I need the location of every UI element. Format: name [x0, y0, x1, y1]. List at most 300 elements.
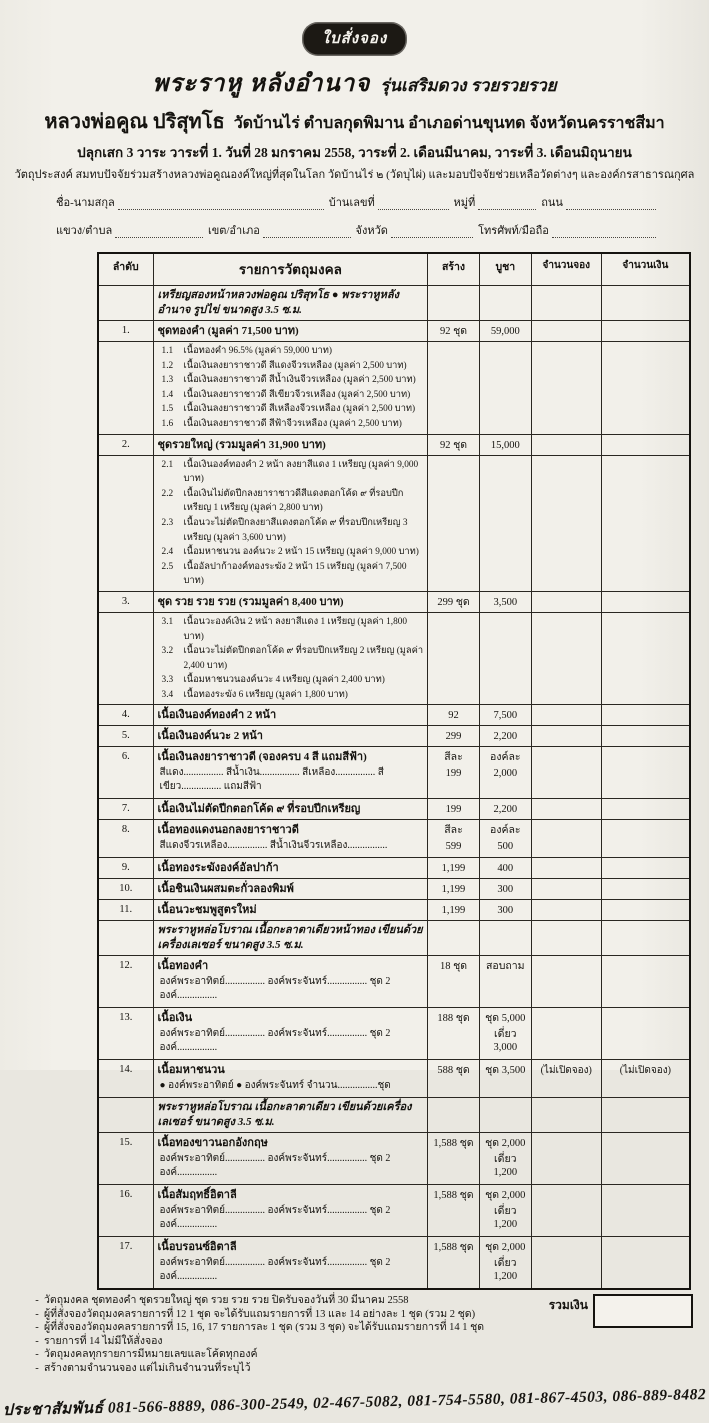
sub-item-text: เนื้อทองคำ 96.5% (มูลค่า 59,000 บาท) — [183, 346, 332, 356]
row-no-cell: 12. — [98, 956, 153, 1008]
note-bullet: - — [35, 1295, 39, 1307]
item-name-cell — [153, 747, 428, 799]
form-field-blank — [118, 199, 324, 210]
order-qty-cell — [531, 705, 601, 726]
sub-item-text: เนื้อนวะไม่ตัดปีกลงยาสีแดงตอกโค้ด ๙ ที่รอบปีกเหรียญ 3 เหรียญ (มูลค่า 3,600 บาท) — [183, 517, 408, 543]
item-name-cell — [153, 434, 428, 455]
form-field-label: แขวง/ตำบล — [56, 225, 113, 237]
made-cell — [428, 1237, 480, 1290]
made-cell — [428, 1185, 480, 1237]
item-row — [98, 726, 690, 747]
sub-item-text: เนื้อนวะองค์เงิน 2 หน้า ลงยาสีแดง 1 เหรียญ (มูลค่า 1,800 บาท) — [183, 616, 408, 642]
made-cell — [428, 1008, 480, 1060]
item-detail-blanks: สีแดงจีวรเหลือง................ สีน้ำเงินจีวรเหลือง................ — [159, 840, 388, 852]
item-name: เนื้อทองขาวนอกอังกฤษ — [157, 1137, 268, 1150]
sub-items-cell — [153, 455, 428, 591]
made-cell — [428, 858, 480, 879]
item-detail-blanks: องค์พระอาทิตย์................ องค์พระจันทร์................ ชุด 2 องค์................ — [159, 976, 391, 1002]
made-cell — [428, 705, 480, 726]
item-name: เนื้อสัมฤทธิ์อิตาลี — [157, 1189, 237, 1202]
form-field-blank — [391, 227, 473, 238]
sub-item-number: 2.5 — [161, 561, 174, 572]
order-qty-cell — [531, 1098, 601, 1133]
price-cell-line: เดี่ยว 1,200 — [493, 1205, 518, 1231]
note-text: ผู้ที่สั่งจองวัตถุมงคลรายการที่ 15, 16, 17 รายการละ 1 ชุด (รวม 3 ชุด) จะได้รับแถมรายการที่ 14 1 ชุด — [44, 1322, 485, 1334]
price-cell — [479, 286, 531, 321]
amount-cell — [601, 434, 690, 455]
form-field-label: ถนน — [541, 197, 563, 209]
sub-item-line — [158, 417, 424, 432]
amount-cell — [601, 455, 690, 591]
row-no-cell: 9. — [98, 858, 153, 879]
price-cell-line: องค์ละ — [490, 825, 521, 837]
sub-item-number: 1.4 — [161, 389, 174, 400]
price-cell-line: 300 — [497, 905, 514, 917]
item-row — [98, 747, 690, 799]
price-cell-line: สอบถาม — [486, 961, 525, 973]
item-name-cell — [153, 705, 428, 726]
sub-item-number: 2.2 — [161, 488, 174, 499]
made-cell-line: 92 — [448, 710, 459, 722]
note-item — [30, 1348, 523, 1362]
note-bullet: - — [35, 1349, 39, 1361]
price-cell-line: 400 — [497, 863, 514, 875]
order-qty-cell — [531, 726, 601, 747]
price-cell-line: ชุด 3,500 — [485, 1065, 526, 1077]
table-header-col-amount: จำนวนเงิน — [601, 253, 690, 286]
row-no-cell: 8. — [98, 820, 153, 858]
note-item — [30, 1308, 523, 1322]
item-name: ชุด รวย รวย รวย (รวมมูลค่า 8,400 บาท) — [157, 595, 344, 608]
sub-item-line — [158, 516, 424, 545]
note-bullet: - — [35, 1322, 39, 1334]
price-cell-line: เดี่ยว 1,200 — [493, 1257, 518, 1283]
item-name: เนื้อเงินองค์ทองคำ 2 หน้า — [157, 709, 277, 722]
form-field-blank — [552, 227, 656, 238]
item-detail-blanks: องค์พระอาทิตย์................ องค์พระจันทร์................ ชุด 2 องค์................ — [159, 1153, 391, 1179]
form-line-2 — [56, 221, 661, 240]
price-cell — [479, 455, 531, 591]
order-qty-cell — [531, 321, 601, 342]
price-cell-line: องค์ละ — [490, 752, 521, 764]
sub-item-text: เนื้อเงินลงยาราชาวดี สีเหลืองจีวรเหลือง (มูลค่า 2,500 บาท) — [183, 404, 416, 415]
sub-item-line — [158, 458, 424, 487]
order-qty-cell — [531, 858, 601, 879]
price-cell — [479, 879, 531, 900]
sub-items-cell — [153, 612, 428, 705]
notes-list — [30, 1294, 523, 1375]
item-name-cell — [153, 1060, 428, 1098]
sub-item-line — [158, 344, 424, 359]
row-no-cell: 5. — [98, 726, 153, 747]
order-table — [97, 252, 691, 1290]
order-qty-cell — [531, 286, 601, 321]
amount-cell — [601, 705, 690, 726]
order-qty-cell — [531, 1133, 601, 1185]
amount-cell — [601, 820, 690, 858]
price-cell — [479, 1133, 531, 1185]
sub-item-line — [158, 673, 424, 688]
sub-item-line — [158, 487, 424, 516]
form-field-label: โทรศัพท์/มือถือ — [478, 225, 549, 237]
row-no-cell: 15. — [98, 1133, 153, 1185]
price-cell-line: ชุด 2,000 — [485, 1190, 526, 1202]
made-cell-line: 199 — [445, 767, 462, 779]
ceremony-line: ปลุกเสก 3 วาระ วาระที่ 1. วันที่ 28 มกราคม 2558, วาระที่ 2. เดือนมีนาคม, วาระที่ 3. เดือนมิถุนายน — [77, 145, 632, 160]
row-no-cell: 2. — [98, 434, 153, 455]
price-cell-line: ชุด 2,000 — [485, 1138, 526, 1150]
sub-item-number: 1.5 — [161, 404, 174, 415]
amount-cell — [601, 799, 690, 820]
row-no-cell — [98, 455, 153, 591]
price-cell — [479, 900, 531, 921]
sub-items-cell — [153, 342, 428, 435]
sub-item-text: เนื้อมหาชนวน องค์นวะ 2 หน้า 15 เหรียญ (มูลค่า 9,000 บาท) — [183, 547, 419, 558]
item-name-cell — [153, 900, 428, 921]
total-row — [523, 1294, 693, 1375]
contact-phones: ประชาสัมพันธ์ 081-566-8889, 086-300-2549, 02-467-5082, 081-754-5580, 081-867-4503, 086-889-8482 — [2, 1386, 707, 1420]
item-detail-blanks: องค์พระอาทิตย์................ องค์พระจันทร์................ ชุด 2 องค์................ — [159, 1028, 391, 1054]
sub-items-row — [98, 455, 690, 591]
made-cell-line: 299 — [445, 731, 462, 743]
item-row — [98, 820, 690, 858]
page-title — [0, 63, 709, 102]
price-cell — [479, 799, 531, 820]
row-no-cell — [98, 921, 153, 956]
form-field-blank — [115, 227, 203, 238]
item-name: เนื้อมหาชนวน — [157, 1064, 225, 1077]
price-cell-line: 300 — [497, 884, 514, 896]
price-cell — [479, 921, 531, 956]
sub-item-text: เนื้อเงินลงยาราชาวดี สีเขียวจีวรเหลือง (มูลค่า 2,500 บาท) — [183, 389, 411, 400]
item-row — [98, 1237, 690, 1290]
price-cell-line: ชุด 2,000 — [485, 1242, 526, 1254]
price-cell — [479, 705, 531, 726]
amount-cell — [601, 858, 690, 879]
form-line-1 — [56, 193, 661, 212]
amount-cell — [601, 921, 690, 956]
price-cell-line: เดี่ยว 3,000 — [493, 1028, 518, 1054]
price-cell — [479, 1008, 531, 1060]
note-text: สร้างตามจำนวนจอง แต่ไม่เกินจำนวนที่ระบุไว้ — [44, 1362, 251, 1374]
item-row — [98, 1133, 690, 1185]
section-title-cell: พระราหูหล่อโบราณ เนื้อกะลาตาเดียวหน้าทอง เขียนด้วยเครื่องเลเซอร์ ขนาดสูง 3.5 ซ.ม. — [153, 921, 428, 956]
sub-item-text: เนื้อเงินองค์ทองคำ 2 หน้า ลงยาสีแดง 1 เหรียญ (มูลค่า 9,000 บาท) — [183, 459, 419, 485]
price-cell-line: 2,200 — [493, 731, 518, 743]
made-cell-line: 1,199 — [441, 884, 466, 896]
price-cell — [479, 612, 531, 705]
made-cell-line: 599 — [445, 840, 462, 852]
made-cell — [428, 1133, 480, 1185]
sub-item-line — [158, 644, 424, 673]
amount-cell — [601, 612, 690, 705]
monk-name: หลวงพ่อคูณ ปริสุทโธ — [44, 111, 225, 133]
note-bullet: - — [35, 1308, 39, 1320]
sub-item-line — [158, 373, 424, 388]
price-cell — [479, 858, 531, 879]
order-qty-cell — [531, 879, 601, 900]
amount-cell — [601, 900, 690, 921]
item-detail-blanks: สีแดง................ สีน้ำเงิน................ สีเหลือง................ สีเขียว................ แถมสีฟ้า — [159, 767, 384, 793]
amount-cell — [601, 286, 690, 321]
note-item — [30, 1321, 523, 1335]
amount-cell — [601, 956, 690, 1008]
sub-item-number: 2.3 — [161, 517, 174, 528]
amount-cell — [601, 342, 690, 435]
item-name-cell — [153, 879, 428, 900]
sub-item-line — [158, 615, 424, 644]
item-name: เนื้อบรอนซ์อิตาลี — [157, 1241, 237, 1254]
order-qty-cell — [531, 921, 601, 956]
item-row — [98, 1185, 690, 1237]
table-header-col-made: สร้าง — [428, 253, 480, 286]
form-field-label: เขต/อำเภอ — [207, 225, 260, 237]
item-row — [98, 705, 690, 726]
sub-item-number: 1.6 — [161, 418, 174, 429]
sub-item-text: เนื้อเงินลงยาราชาวดี สีฟ้าจีวรเหลือง (มูลค่า 2,500 บาท) — [183, 418, 402, 429]
row-no-cell — [98, 286, 153, 321]
row-no-cell: 16. — [98, 1185, 153, 1237]
amount-cell — [601, 1008, 690, 1060]
made-cell — [428, 726, 480, 747]
price-cell-line: ชุด 5,000 — [485, 1013, 526, 1025]
item-name-cell — [153, 1185, 428, 1237]
price-cell — [479, 1237, 531, 1290]
price-cell — [479, 591, 531, 612]
made-cell-line: 1,199 — [441, 905, 466, 917]
sub-item-line — [158, 545, 424, 560]
made-cell-line: 199 — [445, 804, 462, 816]
footer — [30, 1294, 709, 1375]
total-amount-box — [593, 1294, 693, 1328]
price-cell — [479, 726, 531, 747]
made-cell — [428, 799, 480, 820]
made-cell-line: 188 ชุด — [437, 1013, 470, 1025]
item-name: เนื้อเงินองค์นวะ 2 หน้า — [157, 730, 263, 743]
order-qty-cell — [531, 1185, 601, 1237]
title-main: พระราหู หลังอำนาจ — [152, 71, 371, 97]
order-qty-cell — [531, 900, 601, 921]
order-qty-cell — [531, 1237, 601, 1290]
price-cell-line: 3,500 — [493, 596, 518, 608]
amount-cell — [601, 1185, 690, 1237]
note-text: ผู้ที่สั่งจองวัตถุมงคลรายการที่ 12 1 ชุด จะได้รับแถมรายการที่ 13 และ 14 อย่างละ 1 ชุด (รวม 2 ชุด) — [44, 1308, 476, 1320]
order-qty-cell — [531, 820, 601, 858]
sub-item-line — [158, 359, 424, 374]
sub-item-number: 3.1 — [161, 616, 174, 627]
made-cell — [428, 455, 480, 591]
item-name: เนื้อเงินลงยาราชาวดี (จองครบ 4 สี แถมสีฟ้า) — [157, 751, 367, 764]
sub-item-text: เนื้อเงินลงยาราชาวดี สีน้ำเงินจีวรเหลือง (มูลค่า 2,500 บาท) — [183, 375, 416, 386]
item-name: เนื้อทองคำ — [157, 960, 209, 973]
section-row — [98, 921, 690, 956]
row-no-cell — [98, 342, 153, 435]
amount-cell — [601, 1060, 690, 1098]
made-cell — [428, 900, 480, 921]
sub-items-row — [98, 612, 690, 705]
sub-item-number: 3.3 — [161, 675, 174, 686]
made-cell — [428, 747, 480, 799]
amount-cell — [601, 726, 690, 747]
total-label: รวมเงิน — [548, 1298, 588, 1313]
item-row — [98, 1008, 690, 1060]
made-cell-line: 1,588 ชุด — [433, 1242, 474, 1254]
row-no-cell: 10. — [98, 879, 153, 900]
made-cell-line: 299 ชุด — [437, 596, 470, 608]
item-row — [98, 858, 690, 879]
item-name-cell — [153, 956, 428, 1008]
sub-item-text: เนื้อนวะไม่ตัดปีกตอกโค้ด ๙ ที่รอบปีกเหรียญ 2 เหรียญ (มูลค่า 2,400 บาท) — [183, 646, 424, 671]
made-cell-line: 1,588 ชุด — [433, 1138, 474, 1150]
sub-item-number: 1.3 — [161, 375, 174, 386]
row-no-cell: 1. — [98, 321, 153, 342]
price-cell — [479, 1060, 531, 1098]
row-no-cell: 4. — [98, 705, 153, 726]
made-cell-line: สีละ — [444, 752, 463, 764]
order-qty-cell — [531, 591, 601, 612]
note-text: วัตถุมงคล ชุดทองคำ ชุดรวยใหญ่ ชุด รวย รวย รวย ปิดรับจองวันที่ 30 มีนาคม 2558 — [44, 1295, 409, 1307]
note-item — [30, 1335, 523, 1349]
item-name: เนื้อชินเงินผสมตะกั่วลองพิมพ์ — [157, 883, 294, 896]
item-name-cell — [153, 726, 428, 747]
section-row — [98, 286, 690, 321]
price-cell-line: 2,200 — [493, 804, 518, 816]
made-cell — [428, 921, 480, 956]
item-name: เนื้อเงินไม่ตัดปีกตอกโค้ด ๙ ที่รอบปีกเหรียญ — [157, 803, 361, 816]
sub-item-number: 2.1 — [161, 459, 174, 470]
order-qty-cell — [531, 799, 601, 820]
price-cell-line: 500 — [497, 840, 514, 852]
price-cell — [479, 747, 531, 799]
item-row — [98, 321, 690, 342]
made-cell — [428, 1098, 480, 1133]
sub-item-text: เนื้อเงินไม่ตัดปีกลงยาราชาวดีสีแดงตอกโค้ด ๙ ที่รอบปีกเหรียญ 1 เหรียญ (มูลค่า 2,800 บาท) — [183, 488, 404, 514]
price-cell-line: เดี่ยว 1,200 — [493, 1153, 518, 1179]
row-no-cell: 3. — [98, 591, 153, 612]
temple-line — [0, 105, 709, 137]
note-text: วัตถุมงคลทุกรายการมีหมายเลขและโค้ดทุกองค์ — [44, 1349, 258, 1361]
section-title-cell: เหรียญสองหน้าหลวงพ่อคูณ ปริสุทโธ ● พระราหูหลังอำนาจ รูปไข่ ขนาดสูง 3.5 ซ.ม. — [153, 286, 428, 321]
sub-item-line — [158, 402, 424, 417]
title-edition: รุ่นเสริมดวง รวยรวยรวย — [380, 76, 557, 95]
item-name-cell — [153, 321, 428, 342]
item-name: ชุดทองคำ (มูลค่า 71,500 บาท) — [157, 325, 299, 337]
item-name: เนื้อเงิน — [157, 1012, 193, 1025]
badge-wrap — [0, 22, 709, 56]
order-qty-cell — [531, 612, 601, 705]
amount-cell — [601, 879, 690, 900]
made-cell-line: 588 ชุด — [437, 1065, 470, 1077]
sub-item-line — [158, 688, 424, 703]
amount-cell — [601, 1237, 690, 1290]
made-cell — [428, 342, 480, 435]
made-cell-line: สีละ — [444, 825, 463, 837]
item-name-cell — [153, 820, 428, 858]
order-qty-cell — [531, 956, 601, 1008]
form-field-label: ชื่อ-นามสกุล — [56, 197, 115, 209]
price-cell — [479, 956, 531, 1008]
made-cell-line: 1,588 ชุด — [433, 1190, 474, 1202]
row-no-cell: 11. — [98, 900, 153, 921]
made-cell — [428, 434, 480, 455]
order-form-badge: ใบสั่งจอง — [302, 22, 407, 56]
order-qty-cell-line: (ไม่เปิดจอง) — [540, 1065, 592, 1077]
sub-item-line — [158, 560, 424, 589]
table-header-col-price: บูชา — [479, 253, 531, 286]
price-cell — [479, 820, 531, 858]
table-header-col-no: ลำดับ — [98, 253, 153, 286]
item-row — [98, 879, 690, 900]
price-cell — [479, 342, 531, 435]
amount-cell — [601, 321, 690, 342]
made-cell — [428, 1060, 480, 1098]
order-qty-cell — [531, 1008, 601, 1060]
order-qty-cell — [531, 342, 601, 435]
item-row — [98, 956, 690, 1008]
item-name-cell — [153, 1133, 428, 1185]
sub-items-row — [98, 342, 690, 435]
made-cell — [428, 879, 480, 900]
form-field-blank — [263, 227, 351, 238]
made-cell — [428, 956, 480, 1008]
order-qty-cell — [531, 747, 601, 799]
row-no-cell: 13. — [98, 1008, 153, 1060]
item-row — [98, 434, 690, 455]
order-qty-cell — [531, 434, 601, 455]
sub-item-text: เนื้ออัลปาก้าองค์ทองระฆัง 2 หน้า 15 เหรียญ (มูลค่า 7,500 บาท) — [183, 561, 407, 587]
item-row — [98, 900, 690, 921]
temple-address: วัดบ้านไร่ ตำบลกุดพิมาน อำเภอด่านขุนทด จังหวัดนครราชสีมา — [233, 115, 665, 132]
item-detail-blanks: ● องค์พระอาทิตย์ ● องค์พระจันทร์ จำนวน................ชุด — [159, 1080, 391, 1092]
row-no-cell: 14. — [98, 1060, 153, 1098]
customer-form — [56, 193, 661, 240]
made-cell — [428, 286, 480, 321]
item-name: ชุดรวยใหญ่ (รวมมูลค่า 31,900 บาท) — [157, 438, 326, 451]
section-title-cell: พระราหูหล่อโบราณ เนื้อกะลาตาเดียว เขียนด้วยเครื่องเลเซอร์ ขนาดสูง 3.5 ซ.ม. — [153, 1098, 428, 1133]
item-detail-blanks: องค์พระอาทิตย์................ องค์พระจันทร์................ ชุด 2 องค์................ — [159, 1257, 391, 1283]
sub-item-text: เนื้อเงินลงยาราชาวดี สีแดงจีวรเหลือง (มูลค่า 2,500 บาท) — [183, 360, 407, 371]
made-cell — [428, 591, 480, 612]
row-no-cell: 7. — [98, 799, 153, 820]
note-text: รายการที่ 14 ไม่มีให้สั่งจอง — [44, 1335, 163, 1347]
item-name-cell — [153, 1237, 428, 1290]
form-field-label: จังหวัด — [355, 225, 388, 237]
amount-cell — [601, 1133, 690, 1185]
form-field-blank — [378, 199, 449, 210]
sub-item-line — [158, 388, 424, 403]
note-item — [30, 1362, 523, 1376]
row-no-cell: 17. — [98, 1237, 153, 1290]
form-field-label: บ้านเลขที่ — [328, 197, 375, 209]
item-row — [98, 1060, 690, 1098]
form-field-blank — [478, 199, 536, 210]
amount-cell — [601, 591, 690, 612]
amount-cell — [601, 1098, 690, 1133]
price-cell — [479, 1098, 531, 1133]
sub-item-text: เนื้อมหาชนวนองค์นวะ 4 เหรียญ (มูลค่า 2,400 บาท) — [183, 675, 385, 686]
made-cell — [428, 612, 480, 705]
order-qty-cell — [531, 1060, 601, 1098]
item-name-cell — [153, 858, 428, 879]
price-cell-line: 2,000 — [493, 767, 518, 779]
item-name: เนื้อทองแดงนอกลงยาราชาวดี — [157, 824, 299, 837]
purpose-line: วัตถุประสงค์ สมทบปัจจัยร่วมสร้างหลวงพ่อคูณองค์ใหญ่ที่สุดในโลก วัดบ้านไร่ ๒ (วัดบุไผ่) และมอบปัจจัยช่วยเหลือวัดต่างๆ และองค์กรสาธารณกุศล — [14, 169, 695, 181]
note-bullet: - — [35, 1335, 39, 1347]
made-cell-line: 92 ชุด — [439, 326, 468, 337]
sub-item-number: 2.4 — [161, 547, 174, 558]
item-name-cell — [153, 591, 428, 612]
sub-item-text: เนื้อทองระฆัง 6 เหรียญ (มูลค่า 1,800 บาท) — [183, 689, 348, 700]
